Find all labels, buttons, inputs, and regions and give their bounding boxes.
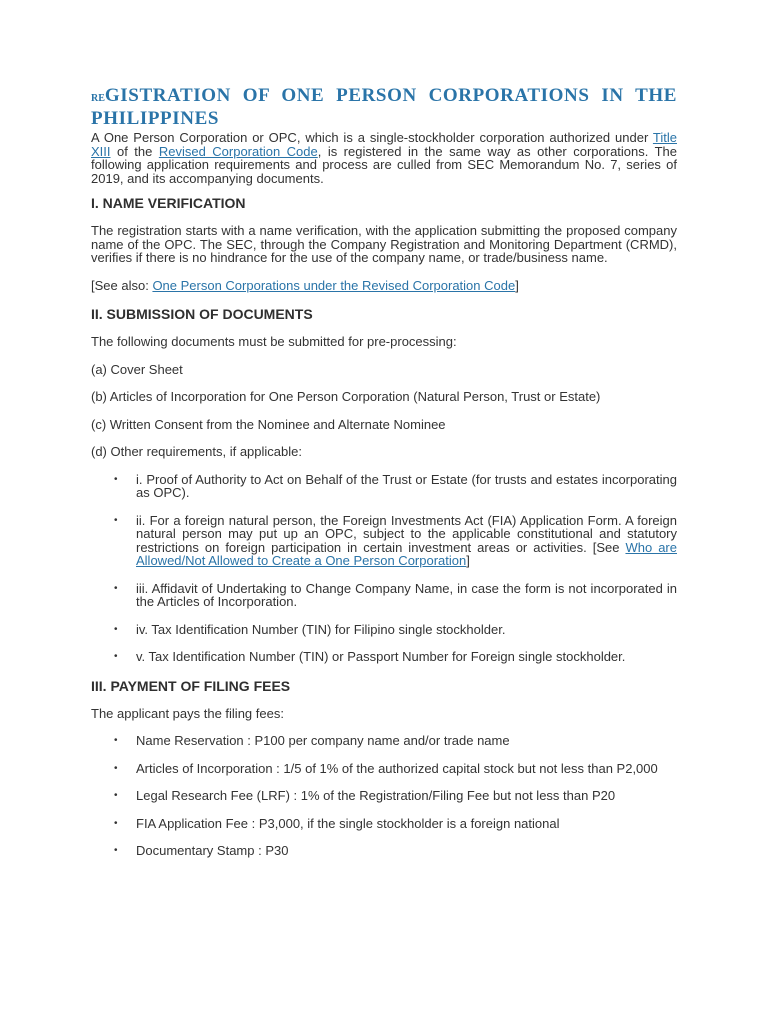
who-allowed-link[interactable]: Who are Allowed/Not Allowed to Create a One Person Corporation <box>136 539 677 568</box>
title-main: GISTRATION OF ONE PERSON CORPORATIONS IN THE PHILIPPINES <box>91 85 677 129</box>
intro-paragraph <box>91 131 677 185</box>
list-item-text: Articles of Incorporation : 1/5 of 1% of the authorized capital stock but not less than P2,000 <box>136 760 658 776</box>
list-item <box>91 650 677 664</box>
list-item <box>91 473 677 500</box>
see-also-prefix: [See also: <box>91 277 153 293</box>
submission-lead: The following documents must be submitted for pre-processing: <box>91 334 457 349</box>
list-item <box>91 734 677 748</box>
document-page <box>91 86 677 858</box>
bullet-icon: • <box>114 790 118 801</box>
list-item-text: v. Tax Identification Number (TIN) or Passport Number for Foreign single stockholder. <box>136 649 626 664</box>
bullet-icon: • <box>114 473 118 485</box>
document-item-c: (c) Written Consent from the Nominee and Alternate Nominee <box>91 416 446 432</box>
intro-text-1: A One Person Corporation or OPC, which is a single-stockholder corporation authorized under <box>91 130 653 145</box>
list-item <box>91 582 677 609</box>
bullet-icon: • <box>114 651 118 662</box>
bullet-icon: • <box>114 582 118 594</box>
see-also-suffix: ] <box>515 277 519 293</box>
list-item <box>91 623 677 637</box>
list-item-text: iv. Tax Identification Number (TIN) for Filipino single stockholder. <box>136 621 506 637</box>
list-item-text: i. Proof of Authority to Act on Behalf of the Trust or Estate (for trusts and estates incorporating as OPC). <box>136 471 677 500</box>
title-xiii-link[interactable]: Title XIII <box>91 130 677 159</box>
bullet-icon: • <box>114 735 118 746</box>
list-item <box>91 514 677 568</box>
list-item-text: Documentary Stamp : P30 <box>136 843 289 858</box>
page-title <box>91 86 677 129</box>
list-item <box>91 817 677 831</box>
see-also-paragraph <box>91 279 677 293</box>
list-item-text: FIA Application Fee : P3,000, if the single stockholder is a foreign national <box>136 815 560 831</box>
filing-fees-list <box>91 734 677 858</box>
bullet-icon: • <box>114 514 118 526</box>
filing-fees-lead: The applicant pays the filing fees: <box>91 705 284 721</box>
other-requirements-list <box>91 473 677 664</box>
bullet-icon: • <box>114 623 118 635</box>
list-item-text: ii. For a foreign natural person, the Foreign Investments Act (FIA) Application Form. A foreign natural person may put up an OPC, subject to the applicable constitutional and statutory restrictions on foreign participation in certain investment areas or activities. [See <box>136 512 677 555</box>
bullet-icon: • <box>114 845 118 856</box>
list-item-suffix: ] <box>466 553 470 568</box>
intro-text-2: of the <box>110 143 159 159</box>
name-verification-paragraph: The registration starts with a name verification, with the application submitting the proposed company name of the OPC. The SEC, through the Company Registration and Monitoring Department (CRMD), verifies if there is no hindrance for the use of the company name, or trade/business name. <box>91 223 677 265</box>
section-heading-filing-fees: III. PAYMENT OF FILING FEES <box>91 677 291 694</box>
list-item-text: iii. Affidavit of Undertaking to Change Company Name, in case the form is not incorporated in the Articles of Incorporation. <box>136 580 677 609</box>
intro-text-3: , is registered in the same way as other corporations. The following application requirements and process are culled from SEC Memorandum No. 7, series of 2019, and its accompanying documents. <box>91 143 678 186</box>
bullet-icon: • <box>114 817 118 829</box>
list-item <box>91 789 677 803</box>
list-item <box>91 844 677 858</box>
document-item-a: (a) Cover Sheet <box>91 361 183 377</box>
list-item-text: Name Reservation : P100 per company name and/or trade name <box>136 733 510 748</box>
bullet-icon: • <box>114 762 118 774</box>
section-heading-name-verification: I. NAME VERIFICATION <box>91 195 246 211</box>
opc-revised-code-link[interactable]: One Person Corporations under the Revised Corporation Code <box>152 277 516 293</box>
title-prefix: RE <box>91 93 105 104</box>
document-item-d: (d) Other requirements, if applicable: <box>91 444 302 459</box>
list-item <box>91 762 677 776</box>
list-item-text: Legal Research Fee (LRF) : 1% of the Registration/Filing Fee but not less than P20 <box>136 788 616 803</box>
revised-corporation-code-link[interactable]: Revised Corporation Code <box>158 143 318 159</box>
document-item-b: (b) Articles of Incorporation for One Person Corporation (Natural Person, Trust or Estate) <box>91 389 601 404</box>
section-heading-submission: II. SUBMISSION OF DOCUMENTS <box>91 306 313 322</box>
